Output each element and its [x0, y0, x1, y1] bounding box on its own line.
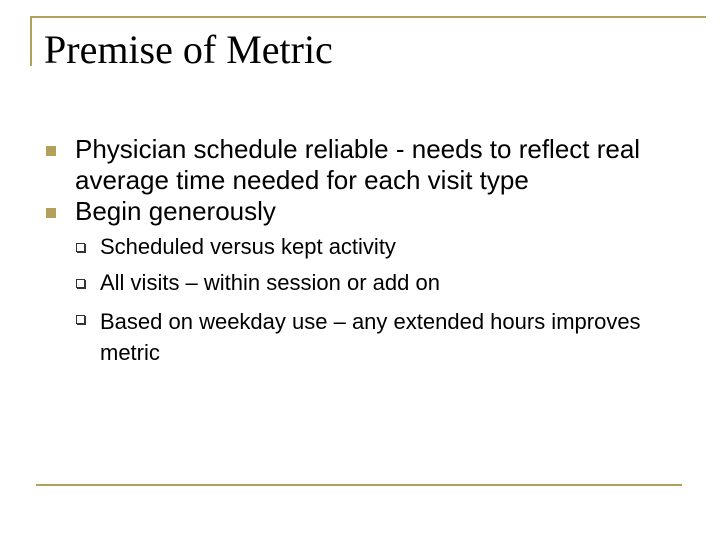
slide-title: Premise of Metric	[44, 27, 333, 72]
sub-bullet-item	[75, 306, 684, 368]
top-rule	[30, 16, 706, 18]
sub-bullet-text: Based on weekday use – any extended hours improves metric	[100, 309, 641, 365]
bottom-rule	[36, 484, 682, 486]
hollow-square-bullet-icon	[76, 315, 85, 324]
square-bullet-icon	[46, 208, 56, 218]
left-rule	[30, 16, 32, 66]
bullet-list	[44, 134, 684, 378]
hollow-square-bullet-icon	[76, 243, 85, 252]
sub-bullet-item	[75, 270, 684, 296]
sub-bullet-text: All visits – within session or add on	[100, 270, 440, 295]
sub-bullet-item	[75, 234, 684, 260]
bullet-item	[44, 134, 684, 196]
bullet-text: Physician schedule reliable - needs to reflect real average time needed for each visit type	[75, 134, 641, 195]
sub-bullet-text: Scheduled versus kept activity	[100, 234, 396, 259]
bullet-item	[44, 196, 684, 368]
sub-bullet-list	[75, 234, 684, 368]
square-bullet-icon	[46, 146, 56, 156]
hollow-square-bullet-icon	[76, 279, 85, 288]
bullet-text: Begin generously	[75, 196, 276, 226]
